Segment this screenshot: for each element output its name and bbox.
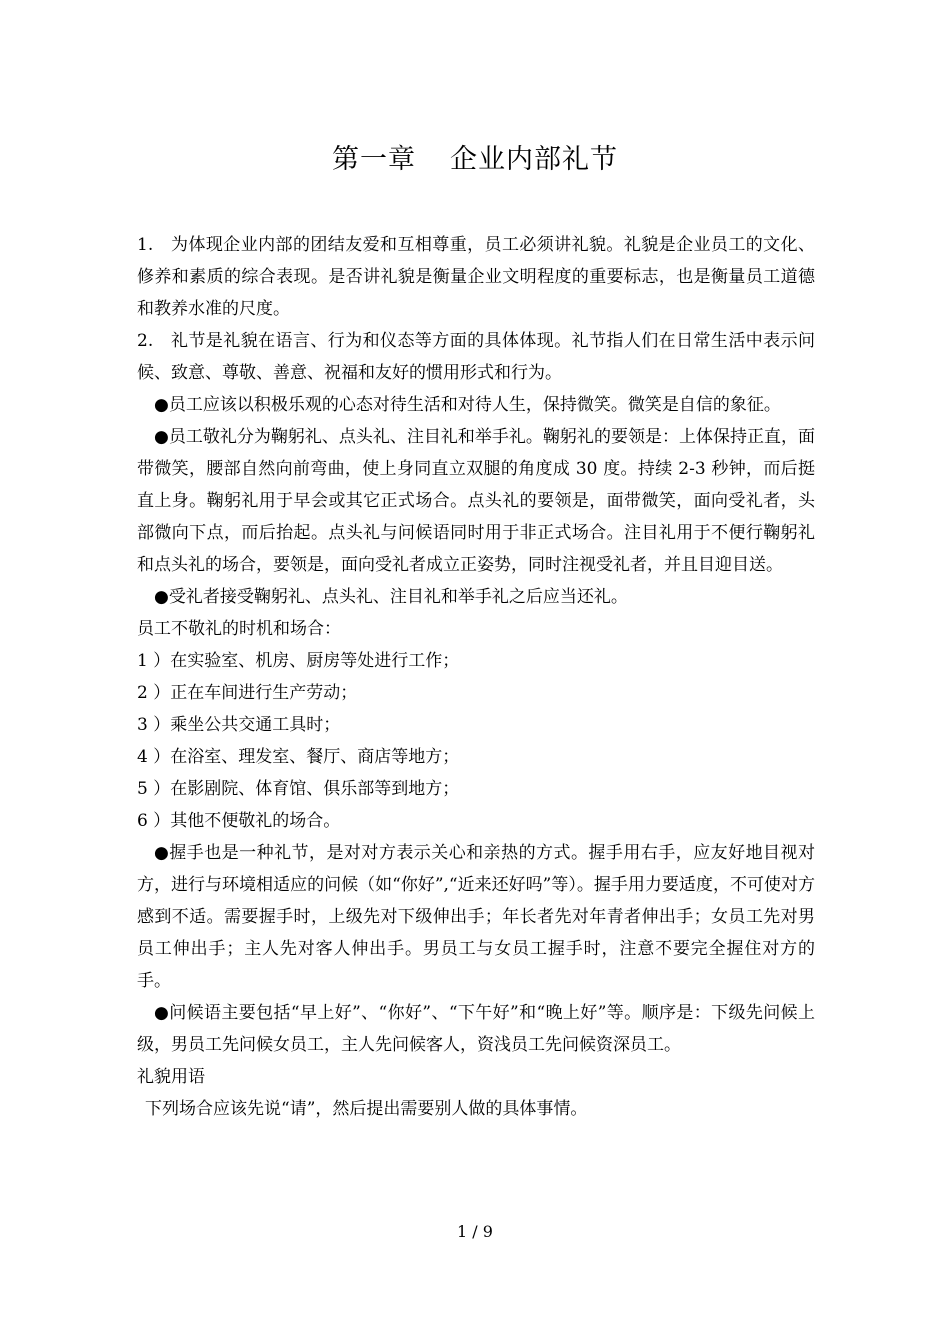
bullet-handshake: ●握手也是一种礼节，是对对方表示关心和亲热的方式。握手用右手，应友好地目视对方，进行与环境相适应的问候（如“你好”,“近来还好吗”等）。握手用力要适度，不可使对方感到不适。需要握手时，上级先对下级伸出手；年长者先对年青者伸出手；女员工先对男员工伸出手；主人先对客人伸出手。男员工与女员工握手时，注意不要完全握住对方的手。 (137, 843, 815, 991)
paragraph-please: 下列场合应该先说“请”，然后提出需要别人做的具体事情。 (145, 1099, 588, 1119)
bullet-return-salute: ●受礼者接受鞠躬礼、点头礼、注目礼和举手礼之后应当还礼。 (154, 587, 628, 607)
bullet-smile: ●员工应该以积极乐观的心态对待生活和对待人生，保持微笑。微笑是自信的象征。 (154, 395, 781, 415)
page-number: 1 / 9 (457, 1222, 493, 1241)
list-item-4: 4 ）在浴室、理发室、餐厅、商店等地方； (137, 747, 460, 767)
chapter-name: 企业内部礼节 (450, 144, 618, 175)
list-item-3: 3 ）乘坐公共交通工具时； (137, 715, 341, 735)
bullet-greetings: ●问候语主要包括“早上好”、“你好”、“下午好”和“晚上好”等。顺序是：下级先问候上级，男员工先问候女员工，主人先问候客人，资浅员工先问候资深员工。 (137, 1003, 815, 1055)
paragraph-1: 1. 为体现企业内部的团结友爱和互相尊重，员工必须讲礼貌。礼貌是企业员工的文化、修养和素质的综合表现。是否讲礼貌是衡量企业文明程度的重要标志，也是衡量员工道德和教养水准的尺度。 (137, 235, 815, 319)
list-item-2: 2 ）正在车间进行生产劳动； (137, 683, 358, 703)
chapter-title (0, 140, 950, 180)
paragraph-2: 2. 礼节是礼貌在语言、行为和仪态等方面的具体体现。礼节指人们在日常生活中表示问候、致意、尊敬、善意、祝福和友好的惯用形式和行为。 (137, 331, 815, 383)
document-body (137, 229, 815, 1125)
list-item-6: 6 ）其他不便敬礼的场合。 (137, 811, 341, 831)
list-item-5: 5 ）在影剧院、体育馆、俱乐部等到地方； (137, 779, 460, 799)
chapter-number: 第一章 (332, 144, 416, 175)
section-heading-polite-words: 礼貌用语 (137, 1067, 205, 1087)
no-salute-heading: 员工不敬礼的时机和场合： (137, 619, 341, 639)
list-item-1: 1 ）在实验室、机房、厨房等处进行工作； (137, 651, 460, 671)
bullet-salute-types: ●员工敬礼分为鞠躬礼、点头礼、注目礼和举手礼。鞠躬礼的要领是：上体保持正直，面带微笑，腰部自然向前弯曲，使上身同直立双腿的角度成 30 度。持续 2-3 秒钟，而后挺直上身。鞠躬礼用于早会或其它正式场合。点头礼的要领是，面带微笑，面向受礼者，头部微向下点，而后抬起。点头礼与问候语同时用于非正式场合。注目礼用于不便行鞠躬礼和点头礼的场合，要领是，面向受礼者成立正姿势，同时注视受礼者，并且目迎目送。 (137, 427, 815, 575)
